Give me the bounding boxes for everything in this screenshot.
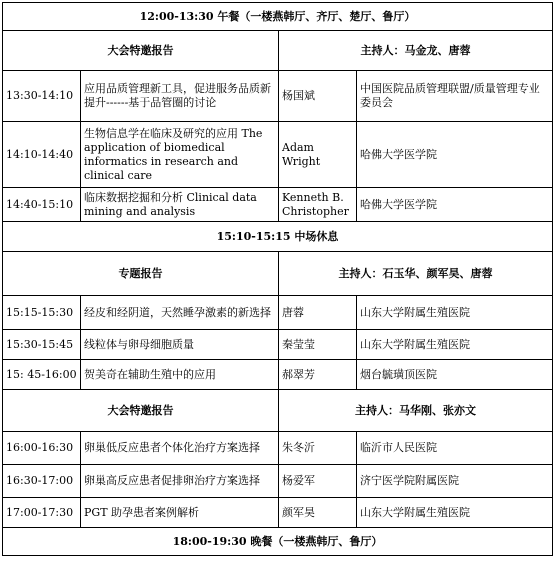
institution-cell: 哈佛大学医学院	[357, 122, 553, 188]
lunch-row	[3, 3, 553, 31]
dinner-text: 18:00-19:30 晚餐（一楼燕韩厅、鲁厅）	[3, 528, 553, 556]
speaker-cell: 杨国斌	[279, 71, 357, 122]
time-cell: 16:00-16:30	[3, 432, 81, 465]
table-row	[3, 71, 553, 122]
speaker-cell: 唐蓉	[279, 296, 357, 330]
speaker-cell: Adam Wright	[279, 122, 357, 188]
topic-cell: 线粒体与卵母细胞质量	[81, 330, 279, 360]
section-header-row	[3, 390, 553, 432]
dinner-row	[3, 528, 553, 556]
institution-cell: 山东大学附属生殖医院	[357, 296, 553, 330]
topic-cell: 临床数据挖掘和分析 Clinical data mining and analysis	[81, 188, 279, 222]
institution-cell: 烟台毓璜顶医院	[357, 360, 553, 390]
table-row	[3, 465, 553, 498]
section-host: 主持人：马华刚、张亦文	[279, 390, 553, 432]
topic-cell: 卵巢低反应患者个体化治疗方案选择	[81, 432, 279, 465]
speaker-cell: 郝翠芳	[279, 360, 357, 390]
topic-cell: 应用品质管理新工具，促进服务品质新提升------基于品管圈的讨论	[81, 71, 279, 122]
section-host: 主持人：马金龙、唐蓉	[279, 31, 553, 71]
section-host: 主持人：石玉华、颜军昊、唐蓉	[279, 252, 553, 296]
table-row	[3, 122, 553, 188]
speaker-cell: 秦莹莹	[279, 330, 357, 360]
speaker-cell: 杨爱军	[279, 465, 357, 498]
institution-cell: 临沂市人民医院	[357, 432, 553, 465]
table-row	[3, 330, 553, 360]
section-title: 大会特邀报告	[3, 31, 279, 71]
table-row	[3, 188, 553, 222]
section-header-row	[3, 31, 553, 71]
table-row	[3, 432, 553, 465]
break-row	[3, 222, 553, 252]
time-cell: 15:30-15:45	[3, 330, 81, 360]
speaker-cell: Kenneth B. Christopher	[279, 188, 357, 222]
speaker-cell: 朱冬沂	[279, 432, 357, 465]
time-cell: 14:40-15:10	[3, 188, 81, 222]
table-row	[3, 498, 553, 528]
topic-cell: 卵巢高反应患者促排卵治疗方案选择	[81, 465, 279, 498]
speaker-cell: 颜军昊	[279, 498, 357, 528]
institution-cell: 中国医院品质管理联盟/质量管理专业委员会	[357, 71, 553, 122]
topic-cell: PGT 助孕患者案例解析	[81, 498, 279, 528]
topic-cell: 经皮和经阴道，天然睡孕激素的新选择	[81, 296, 279, 330]
time-cell: 14:10-14:40	[3, 122, 81, 188]
time-cell: 16:30-17:00	[3, 465, 81, 498]
institution-cell: 济宁医学院附属医院	[357, 465, 553, 498]
table-row	[3, 296, 553, 330]
topic-cell: 贺美奇在辅助生殖中的应用	[81, 360, 279, 390]
section-title: 专题报告	[3, 252, 279, 296]
institution-cell: 山东大学附属生殖医院	[357, 330, 553, 360]
institution-cell: 山东大学附属生殖医院	[357, 498, 553, 528]
time-cell: 13:30-14:10	[3, 71, 81, 122]
time-cell: 15: 45-16:00	[3, 360, 81, 390]
topic-cell: 生物信息学在临床及研究的应用 The application of biomedical informatics in research and clinical care	[81, 122, 279, 188]
section-header-row	[3, 252, 553, 296]
break-text: 15:10-15:15 中场休息	[3, 222, 553, 252]
lunch-text: 12:00-13:30 午餐（一楼燕韩厅、齐厅、楚厅、鲁厅）	[3, 3, 553, 31]
institution-cell: 哈佛大学医学院	[357, 188, 553, 222]
time-cell: 15:15-15:30	[3, 296, 81, 330]
section-title: 大会特邀报告	[3, 390, 279, 432]
schedule-table	[2, 2, 553, 556]
table-row	[3, 360, 553, 390]
time-cell: 17:00-17:30	[3, 498, 81, 528]
